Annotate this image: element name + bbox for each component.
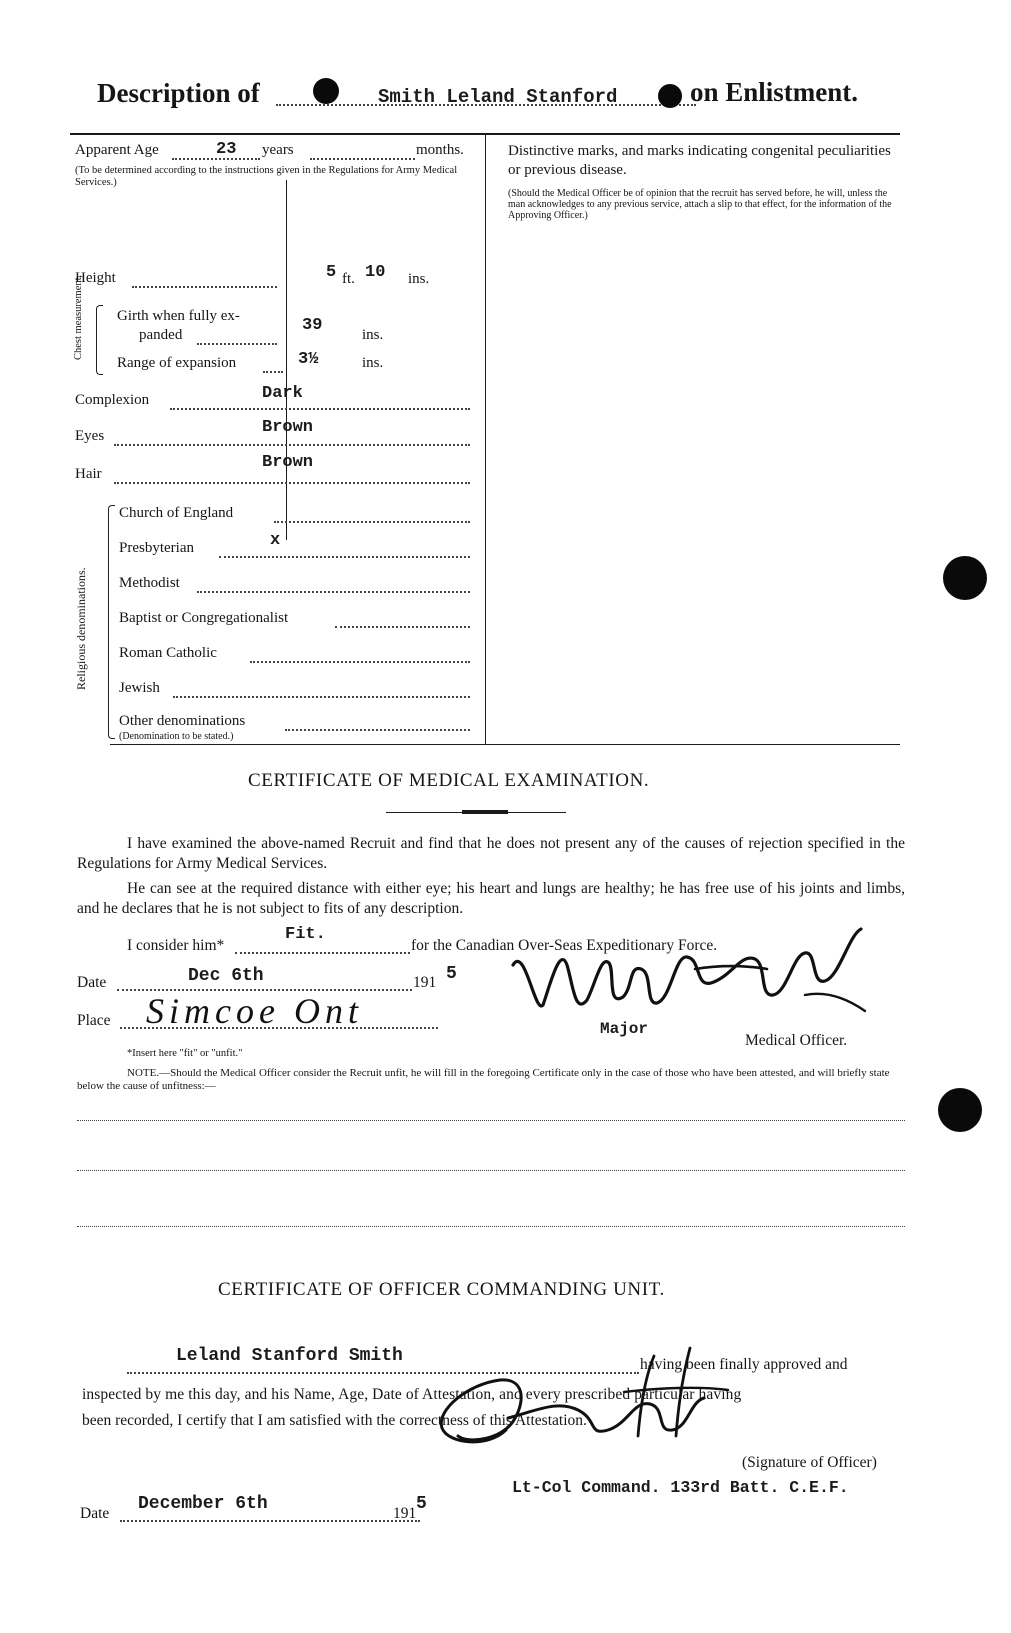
apparent-age-label: Apparent Age xyxy=(75,142,159,158)
medical-para-2: He can see at the required distance with either eye; his heart and lungs are healthy; he has free use of his joints and limbs, and he declares that he is not subject to fits of any description. xyxy=(77,880,905,917)
fitness-value: Fit. xyxy=(285,925,326,944)
recruit-name: Smith Leland Stanford xyxy=(378,86,618,108)
subcolumn-divider xyxy=(286,180,287,540)
column-divider xyxy=(485,134,486,744)
years-label: years xyxy=(262,142,294,158)
age-note: (To be determined according to the instructions given in the Regulations for Army Medical Services.) xyxy=(75,165,458,188)
force-label: for the Canadian Over-Seas Expeditionary Force. xyxy=(411,937,718,954)
eyes-value: Brown xyxy=(262,418,314,437)
denomination-label-presbyterian: Presbyterian xyxy=(119,540,194,556)
height-in-value: 10 xyxy=(365,263,386,282)
chest-brace xyxy=(96,305,103,375)
eyes-dotted-line xyxy=(114,444,470,446)
commanding-officer-signature xyxy=(428,1340,758,1470)
commanding-certificate-title: CERTIFICATE OF OFFICER COMMANDING UNIT. xyxy=(218,1279,665,1300)
age-years-value: 23 xyxy=(216,140,237,159)
section-rule xyxy=(110,744,900,745)
medical-year-prefix: 191 xyxy=(413,974,437,991)
presbyterian-mark: x xyxy=(270,531,281,550)
ins-label: ins. xyxy=(408,271,430,287)
complexion-dotted-line xyxy=(170,408,470,410)
denomination-line xyxy=(285,729,470,731)
unfitness-line-3 xyxy=(77,1226,905,1227)
height-label: Height xyxy=(75,270,116,286)
distinctive-marks-note: (Should the Medical Officer be of opinion that the recruit has served before, he will, unless the man acknowledges to any previous service, attach a slip to that effect, for the information of the Approving Officer.) xyxy=(508,188,892,221)
denomination-label-methodist: Methodist xyxy=(119,575,180,591)
commanding-officer-title: Lt-Col Command. 133rd Batt. C.E.F. xyxy=(512,1478,849,1497)
height-ft-value: 5 xyxy=(326,263,337,282)
medical-officer-label: Medical Officer. xyxy=(745,1032,848,1049)
header-on-enlistment: on Enlistment. xyxy=(690,77,859,107)
religious-denominations-label: Religious denominations. xyxy=(74,567,88,690)
denomination-line xyxy=(335,626,470,628)
consider-label: I consider him* xyxy=(127,937,225,954)
punch-hole xyxy=(943,556,987,600)
hair-dotted-line xyxy=(114,482,470,484)
denomination-line xyxy=(274,521,470,523)
medical-officer-rank: Major xyxy=(600,1020,649,1038)
denomination-label-church-of-england: Church of England xyxy=(119,505,234,521)
denomination-label-jewish: Jewish xyxy=(119,680,160,696)
denomination-label-baptist: Baptist or Congregationalist xyxy=(119,610,289,626)
medical-certificate-title: CERTIFICATE OF MEDICAL EXAMINATION. xyxy=(248,770,650,791)
height-dotted-line xyxy=(132,286,277,288)
range-value: 3½ xyxy=(298,350,319,369)
medical-year-digit: 5 xyxy=(446,964,457,984)
title-rule-thick xyxy=(462,810,508,814)
girth-ins-label: ins. xyxy=(362,327,384,343)
commanding-year-digit: 5 xyxy=(416,1494,427,1514)
consider-dotted-line xyxy=(235,952,410,954)
denomination-note: (Denomination to be stated.) xyxy=(119,731,234,742)
commanding-text-2: inspected by me this day, and his Name, Age, Date of Attestation, and every prescribed particular having xyxy=(82,1386,742,1403)
chest-measurement-label: Chest measurement. xyxy=(73,274,84,360)
girth-dotted-line xyxy=(197,343,277,345)
denomination-label-other: Other denominations xyxy=(119,713,246,729)
religion-brace xyxy=(108,505,115,739)
range-dotted-line xyxy=(263,371,283,373)
commanding-date-dotted-line xyxy=(120,1520,420,1522)
complexion-label: Complexion xyxy=(75,392,150,408)
girth-label-1: Girth when fully ex- xyxy=(117,308,240,324)
insert-note: *Insert here "fit" or "unfit." xyxy=(127,1048,243,1059)
punch-hole xyxy=(938,1088,982,1132)
hair-value: Brown xyxy=(262,453,314,472)
unfit-note: NOTE.—Should the Medical Officer consider the Recruit unfit, he will fill in the foregoing Certificate only in the case of those who have been attested, and will briefly state below the cause of unfitness:— xyxy=(77,1067,890,1092)
ink-blot xyxy=(658,84,682,108)
months-label: months. xyxy=(416,142,464,158)
medical-para-1: I have examined the above-named Recruit and find that he does not present any of the causes of rejection specified in the Regulations for Army Medical Services. xyxy=(77,835,905,872)
range-label: Range of expansion xyxy=(117,355,237,371)
commanding-text-3: been recorded, I certify that I am satisfied with the correctness of this Attestation. xyxy=(82,1412,587,1429)
header-description-of: Description of xyxy=(97,78,260,108)
denomination-line xyxy=(250,661,470,663)
eyes-label: Eyes xyxy=(75,428,105,444)
girth-label-2: panded xyxy=(139,327,183,343)
commanding-text-1: having been finally approved and xyxy=(640,1356,848,1373)
place-value-handwritten: Simcoe Ont xyxy=(146,991,363,1031)
unfitness-line-2 xyxy=(77,1170,905,1171)
commanding-date-label: Date xyxy=(80,1505,110,1522)
medical-date-label: Date xyxy=(77,974,107,991)
medical-date-value: Dec 6th xyxy=(188,966,264,986)
signature-of-officer-label: (Signature of Officer) xyxy=(742,1454,877,1471)
commanding-date-value: December 6th xyxy=(138,1494,268,1514)
place-label: Place xyxy=(77,1012,111,1029)
denomination-label-roman-catholic: Roman Catholic xyxy=(119,645,217,661)
denomination-line xyxy=(197,591,470,593)
commanding-recruit-name: Leland Stanford Smith xyxy=(176,1346,403,1366)
denomination-line xyxy=(173,696,470,698)
distinctive-marks-heading: Distinctive marks, and marks indicating congenital peculiarities or previous disease. xyxy=(508,143,891,178)
girth-value: 39 xyxy=(302,316,323,335)
ft-label: ft. xyxy=(342,271,355,287)
medical-officer-signature xyxy=(505,925,885,1035)
range-ins-label: ins. xyxy=(362,355,384,371)
hair-label: Hair xyxy=(75,466,102,482)
denomination-line xyxy=(219,556,470,558)
unfitness-line-1 xyxy=(77,1120,905,1121)
commanding-year-prefix: 191 xyxy=(393,1505,417,1522)
ink-blot xyxy=(313,78,339,104)
months-dotted-line xyxy=(310,158,415,160)
complexion-value: Dark xyxy=(262,384,303,403)
